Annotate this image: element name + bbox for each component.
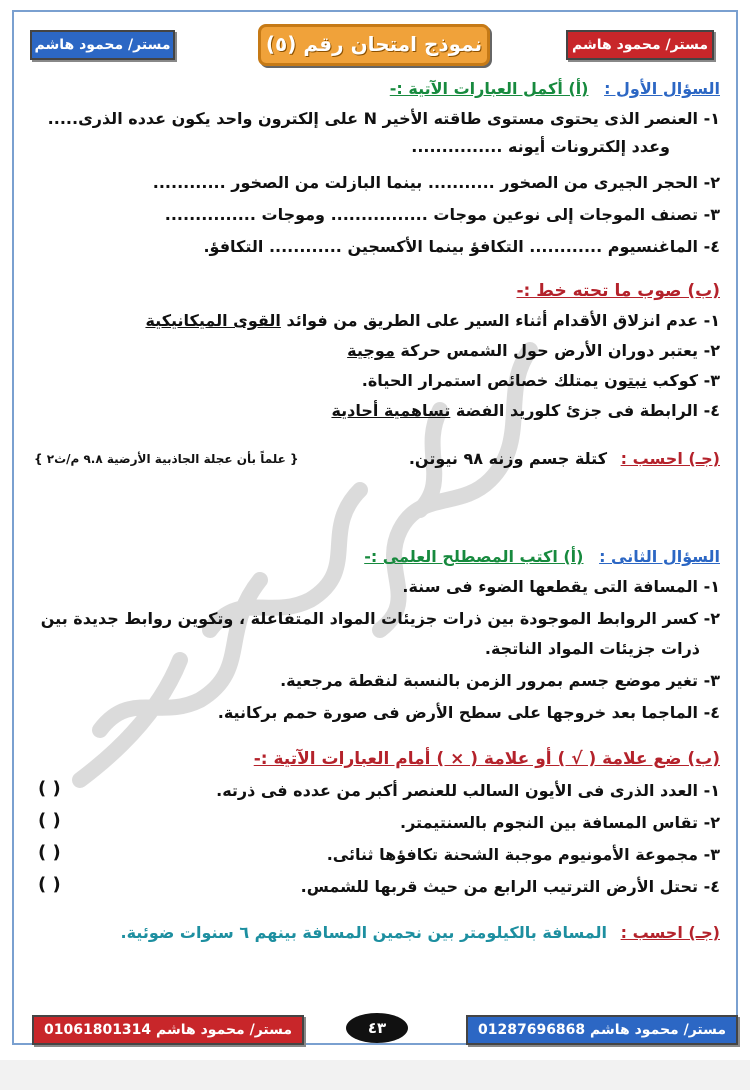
q1-b-item-4	[331, 400, 720, 422]
teacher-badge-left: مستر/ محمود هاشم	[30, 30, 175, 60]
teacher-badge-right: مستر/ محمود هاشم	[566, 30, 714, 60]
q1-b-item-4-text: ٤- الرابطة فى جزئ كلوريد الفضة	[450, 401, 720, 420]
q1-heading-row	[390, 78, 720, 100]
q1-a-item-1: ١- العنصر الذى يحتوى مستوى طاقته الأخير N على إلكترون واحد يكون عدده الذرى.....	[47, 109, 720, 128]
q2-part-b-label	[254, 748, 720, 770]
q1-part-c-label: (جـ) احسب :	[620, 449, 720, 468]
footer-phone-right: مستر/ محمود هاشم 01287696868	[466, 1015, 738, 1045]
q1-a-item-1b: وعدد إلكترونات أيونه ...............	[411, 137, 670, 156]
q1-b-item-3-after: يمتلك خصائص استمرار الحياة.	[361, 371, 605, 390]
q1-a-item-2: ٢- الحجر الجيرى من الصخور ........... بينما البازلت من الصخور ............	[152, 173, 720, 192]
q1-part-c-text: كتلة جسم وزنه ٩٨ نيوتن.	[408, 449, 608, 468]
answer-paren-4[interactable]: ( )	[38, 874, 61, 895]
q1-b-item-3-underlined: نبتون	[604, 371, 647, 390]
q2-part-c-row	[121, 922, 720, 944]
q1-b-item-1-underlined: القوى الميكانيكية	[145, 311, 281, 330]
q1-b-item-1-text: ١- عدم انزلاق الأقدام أثناء السير على الطريق من فوائد	[280, 311, 720, 330]
answer-paren-3[interactable]: ( )	[38, 842, 61, 863]
q1-part-c-note: { علماً بأن عجلة الجاذبية الأرضية ٩.٨ م/ث٢ }	[34, 452, 299, 466]
q2-heading: السؤال الثانى :	[599, 547, 720, 566]
q1-b-item-3	[362, 370, 720, 392]
answer-paren-1[interactable]: ( )	[38, 778, 61, 799]
q1-b-item-4-underlined: تساهمية أحادية	[331, 401, 451, 420]
q1-b-item-1	[145, 310, 720, 332]
q1-part-b-label	[517, 280, 721, 302]
exam-title: نموذج امتحان رقم (٥)	[258, 24, 490, 66]
bottom-bar	[0, 1060, 750, 1090]
q2-a-item-4: ٤- الماجما بعد خروجها على سطح الأرض فى صورة حمم بركانية.	[217, 703, 720, 722]
q2-a-item-2b: ذرات جزيئات المواد الناتجة.	[484, 639, 700, 658]
q2-b-item-3: ٣- مجموعة الأمونيوم موجبة الشحنة تكافؤها ثنائى.	[326, 845, 720, 864]
q2-a-item-3: ٣- تغير موضع جسم بمرور الزمن بالنسبة لنقطة مرجعية.	[280, 671, 720, 690]
q2-a-item-2: ٢- كسر الروابط الموجودة بين ذرات جزيئات المواد المتفاعلة ، وتكوين روابط جديدة بين	[40, 609, 720, 628]
q2-part-b-label-text: (ب) ضع علامة ( √ ) أو علامة ( × ) أمام العبارات الآتية :-	[253, 749, 720, 769]
q1-part-c-row	[409, 448, 720, 470]
answer-paren-2[interactable]: ( )	[38, 810, 61, 831]
q1-a-item-4: ٤- الماغنسيوم ............ التكافؤ بينما الأكسجين ............ التكافؤ.	[203, 237, 720, 256]
q1-b-item-2-text: ٢- يعتبر دوران الأرض حول الشمس حركة	[394, 341, 720, 360]
q1-b-item-2	[347, 340, 720, 362]
q1-part-b-label-text: (ب) صوب ما تحته خط :-	[516, 281, 720, 301]
q2-part-c-text: المسافة بالكيلومتر بين نجمين المسافة بينهم ٦ سنوات ضوئية.	[120, 923, 608, 942]
footer-phone-left: مستر/ محمود هاشم 01061801314	[32, 1015, 304, 1045]
q1-b-item-2-underlined: موجية	[347, 341, 395, 360]
q2-part-a-label: (أ) اكتب المصطلح العلمى :-	[364, 547, 584, 566]
q2-heading-row	[364, 546, 720, 568]
q2-b-item-1: ١- العدد الذرى فى الأيون السالب للعنصر أكبر من عدده فى ذرته.	[216, 781, 720, 800]
q1-a-item-3: ٣- تصنف الموجات إلى نوعين موجات ................ وموجات ...............	[164, 205, 720, 224]
q2-a-item-1: ١- المسافة التى يقطعها الضوء فى سنة.	[402, 577, 720, 596]
q2-b-item-2: ٢- تقاس المسافة بين النجوم بالسنتيمتر.	[400, 813, 720, 832]
q2-part-c-label: (جـ) احسب :	[620, 923, 720, 942]
q1-heading: السؤال الأول :	[604, 79, 720, 98]
q2-b-item-4: ٤- تحتل الأرض الترتيب الرابع من حيث قربها للشمس.	[300, 877, 720, 896]
page-number: ٤٣	[346, 1013, 408, 1043]
q1-b-item-3-before: ٣- كوكب	[646, 371, 720, 390]
q1-part-a-label: (أ) أكمل العبارات الآتية :-	[389, 79, 589, 98]
